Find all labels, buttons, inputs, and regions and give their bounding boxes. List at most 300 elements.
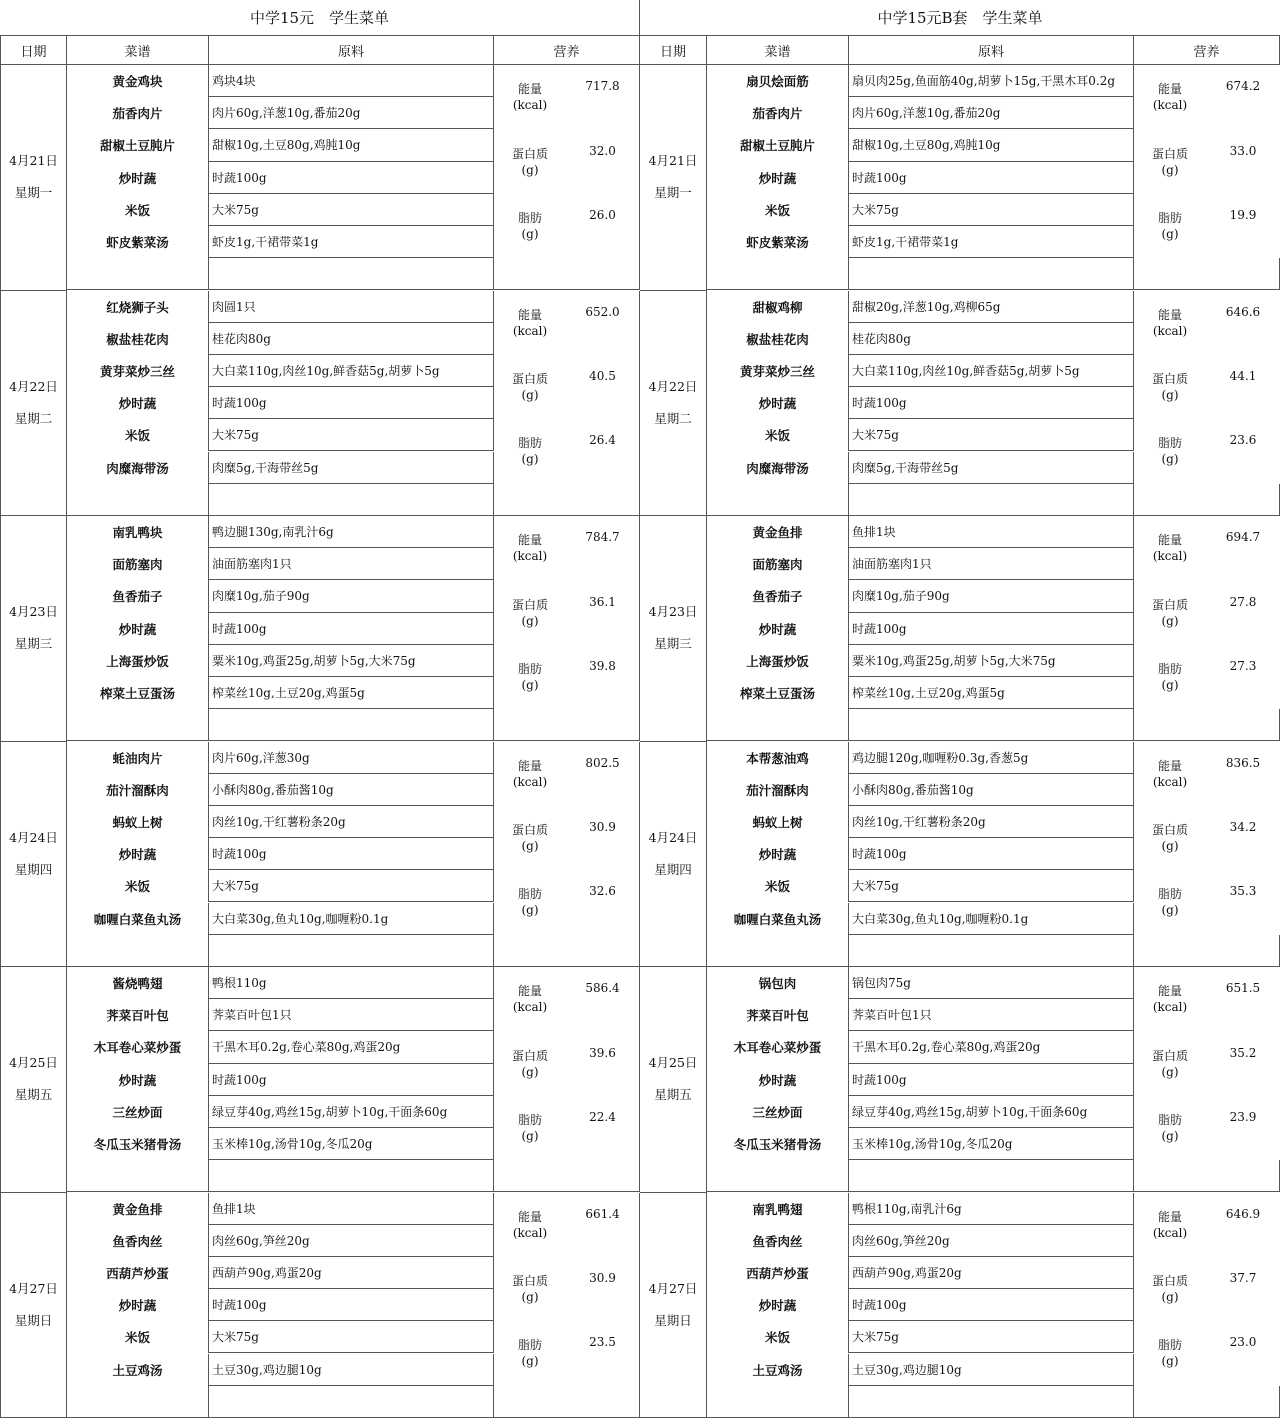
day-date-cell bbox=[640, 742, 707, 968]
dish-name: 米饭 bbox=[67, 870, 209, 902]
header-nutrition: 营养 bbox=[494, 36, 640, 65]
nutrition-unit: (g) bbox=[1161, 613, 1179, 628]
dish-name: 甜椒鸡柳 bbox=[707, 291, 849, 323]
nutrition-value-energy: 651.5 bbox=[1225, 981, 1261, 996]
day-weekday: 星期一 bbox=[14, 185, 53, 201]
dish-name: 炒时蔬 bbox=[67, 613, 209, 645]
nutrition-name: 蛋白质 bbox=[511, 372, 548, 387]
day-weekday: 星期四 bbox=[14, 861, 53, 877]
nutrition-unit: (kcal) bbox=[1152, 1000, 1188, 1015]
nutrition-block-bottom bbox=[494, 709, 640, 741]
nutrition-unit: (g) bbox=[1161, 677, 1179, 692]
dish-ingredients: 大白菜30g,鱼丸10g,咖喱粉0.1g bbox=[849, 903, 1134, 935]
dish-ingredients: 时蔬100g bbox=[849, 1289, 1134, 1321]
nutrition-unit: (g) bbox=[1161, 839, 1179, 854]
dish-ingredients: 绿豆芽40g,鸡丝15g,胡萝卜10g,干面条60g bbox=[849, 1096, 1134, 1128]
nutrition-value-protein: 27.8 bbox=[1229, 594, 1257, 609]
dish-ingredients: 肉丝60g,笋丝20g bbox=[209, 1225, 494, 1257]
nutrition-name: 能量 bbox=[517, 758, 542, 773]
dish-ingredients: 荠菜百叶包1只 bbox=[209, 999, 494, 1031]
dish-ingredients: 大米75g bbox=[209, 419, 494, 451]
nutrition-unit: (kcal) bbox=[1152, 323, 1188, 338]
nutrition-unit: (g) bbox=[1161, 1354, 1179, 1369]
dish-name: 炒时蔬 bbox=[67, 1064, 209, 1096]
day-date: 4月22日 bbox=[648, 378, 698, 394]
ingredients-empty-row bbox=[209, 484, 494, 516]
header-ingredients: 原料 bbox=[849, 36, 1134, 65]
dish-name: 鱼香茄子 bbox=[707, 580, 849, 612]
day-weekday: 星期五 bbox=[14, 1087, 53, 1103]
nutrition-label-protein bbox=[1134, 806, 1206, 870]
dish-ingredients: 肉片60g,洋葱30g bbox=[209, 742, 494, 774]
nutrition-name: 能量 bbox=[517, 82, 542, 97]
dish-ingredients: 粟米10g,鸡蛋25g,胡萝卜5g,大米75g bbox=[849, 645, 1134, 677]
dish-empty-row bbox=[67, 709, 209, 741]
dish-ingredients: 时蔬100g bbox=[849, 1064, 1134, 1096]
dish-ingredients: 干黑木耳0.2g,卷心菜80g,鸡蛋20g bbox=[209, 1031, 494, 1063]
day-weekday: 星期日 bbox=[654, 1312, 692, 1328]
dish-name: 甜椒土豆肫片 bbox=[707, 129, 849, 161]
nutrition-label-energy bbox=[494, 291, 566, 355]
dish-ingredients: 鸡块4块 bbox=[209, 65, 494, 97]
dish-name: 上海蛋炒饭 bbox=[67, 645, 209, 677]
day-weekday: 星期一 bbox=[654, 185, 692, 201]
day-date-cell bbox=[640, 65, 707, 291]
nutrition-block-bottom bbox=[1134, 258, 1280, 290]
dish-ingredients: 甜椒10g,土豆80g,鸡肫10g bbox=[209, 129, 494, 161]
nutrition-unit: (g) bbox=[521, 1128, 539, 1143]
nutrition-value-protein: 30.9 bbox=[566, 1257, 640, 1321]
nutrition-block-bottom bbox=[1134, 1386, 1280, 1418]
ingredients-empty-row bbox=[849, 258, 1134, 290]
nutrition-unit: (g) bbox=[1161, 226, 1179, 241]
dish-name: 肉糜海带汤 bbox=[707, 452, 849, 484]
nutrition-name: 蛋白质 bbox=[511, 597, 548, 612]
dish-ingredients: 虾皮1g,干裙带菜1g bbox=[849, 226, 1134, 258]
day-date: 4月25日 bbox=[648, 1055, 698, 1071]
ingredients-empty-row bbox=[209, 935, 494, 967]
nutrition-label-protein bbox=[1134, 580, 1206, 644]
nutrition-name: 蛋白质 bbox=[511, 1048, 548, 1063]
nutrition-label-energy bbox=[1134, 291, 1206, 355]
header-date: 日期 bbox=[640, 36, 707, 65]
nutrition-name: 能量 bbox=[517, 984, 542, 999]
nutrition-label-fat bbox=[494, 870, 566, 934]
header-date: 日期 bbox=[0, 36, 67, 65]
nutrition-label-protein bbox=[1134, 1031, 1206, 1095]
nutrition-value-fat: 23.9 bbox=[1229, 1109, 1257, 1124]
dish-name: 木耳卷心菜炒蛋 bbox=[67, 1031, 209, 1063]
dish-ingredients: 大米75g bbox=[849, 194, 1134, 226]
dish-ingredients: 时蔬100g bbox=[209, 387, 494, 419]
ingredients-empty-row bbox=[209, 1160, 494, 1192]
nutrition-label-energy bbox=[1134, 1193, 1206, 1257]
day-date-cell bbox=[0, 516, 67, 742]
nutrition-unit: (kcal) bbox=[1152, 98, 1188, 113]
nutrition-value-fat: 23.0 bbox=[1229, 1335, 1257, 1350]
dish-name: 南乳鸭翅 bbox=[707, 1193, 849, 1225]
nutrition-unit: (g) bbox=[521, 452, 539, 467]
dish-name: 米饭 bbox=[707, 870, 849, 902]
dish-ingredients: 甜椒10g,土豆80g,鸡肫10g bbox=[849, 129, 1134, 161]
dish-name: 黄芽菜炒三丝 bbox=[707, 355, 849, 387]
dish-ingredients: 时蔬100g bbox=[849, 613, 1134, 645]
nutrition-block-bottom bbox=[494, 1160, 640, 1192]
dish-ingredients: 大白菜110g,肉丝10g,鲜香菇5g,胡萝卜5g bbox=[209, 355, 494, 387]
dish-name: 米饭 bbox=[707, 419, 849, 451]
dish-name: 黄金鱼排 bbox=[67, 1193, 209, 1225]
day-weekday: 星期三 bbox=[14, 636, 53, 652]
nutrition-value-fat: 23.6 bbox=[1229, 433, 1257, 448]
nutrition-unit: (kcal) bbox=[512, 323, 548, 338]
nutrition-name: 蛋白质 bbox=[1151, 597, 1188, 612]
nutrition-value-fat: 22.4 bbox=[566, 1096, 640, 1160]
dish-ingredients: 绿豆芽40g,鸡丝15g,胡萝卜10g,干面条60g bbox=[209, 1096, 494, 1128]
dish-ingredients: 玉米棒10g,汤骨10g,冬瓜20g bbox=[849, 1128, 1134, 1160]
nutrition-value-energy: 661.4 bbox=[566, 1193, 640, 1257]
dish-ingredients: 肉糜10g,茄子90g bbox=[849, 580, 1134, 612]
dish-ingredients: 时蔬100g bbox=[209, 613, 494, 645]
nutrition-label-fat bbox=[1134, 419, 1206, 483]
dish-name: 米饭 bbox=[707, 194, 849, 226]
nutrition-label-fat bbox=[494, 1321, 566, 1385]
day-weekday: 星期二 bbox=[654, 410, 692, 426]
dish-empty-row bbox=[707, 1386, 849, 1418]
nutrition-label-fat bbox=[494, 419, 566, 483]
nutrition-block-bottom bbox=[494, 935, 640, 967]
ingredients-empty-row bbox=[209, 709, 494, 741]
dish-ingredients: 大米75g bbox=[849, 870, 1134, 902]
nutrition-unit: (g) bbox=[521, 162, 539, 177]
dish-name: 鱼香肉丝 bbox=[707, 1225, 849, 1257]
nutrition-name: 能量 bbox=[1157, 533, 1182, 548]
dish-name: 三丝炒面 bbox=[67, 1096, 209, 1128]
nutrition-unit: (g) bbox=[1161, 1290, 1179, 1305]
nutrition-value-protein: 44.1 bbox=[1229, 369, 1257, 384]
nutrition-value-energy: 802.5 bbox=[566, 742, 640, 806]
dish-ingredients: 荠菜百叶包1只 bbox=[849, 999, 1134, 1031]
nutrition-value-fat: 19.9 bbox=[1229, 207, 1257, 222]
nutrition-name: 脂肪 bbox=[517, 1338, 542, 1353]
nutrition-block-bottom bbox=[1134, 935, 1280, 967]
dish-empty-row bbox=[67, 484, 209, 516]
dish-ingredients: 西葫芦90g,鸡蛋20g bbox=[209, 1257, 494, 1289]
header-nutrition: 营养 bbox=[1134, 36, 1280, 65]
dish-ingredients: 时蔬100g bbox=[849, 162, 1134, 194]
nutrition-value-energy: 652.0 bbox=[566, 291, 640, 355]
dish-name: 咖喱白菜鱼丸汤 bbox=[67, 903, 209, 935]
dish-name: 榨菜土豆蛋汤 bbox=[707, 677, 849, 709]
dish-name: 米饭 bbox=[707, 1321, 849, 1353]
nutrition-label-protein bbox=[1134, 1257, 1206, 1321]
dish-ingredients: 时蔬100g bbox=[849, 387, 1134, 419]
nutrition-value-protein: 34.2 bbox=[1229, 820, 1257, 835]
nutrition-value-protein: 33.0 bbox=[1229, 143, 1257, 158]
ingredients-empty-row bbox=[849, 709, 1134, 741]
nutrition-label-energy bbox=[494, 742, 566, 806]
day-date-cell bbox=[0, 1193, 67, 1418]
dish-ingredients: 油面筋塞肉1只 bbox=[209, 548, 494, 580]
dish-ingredients: 大米75g bbox=[209, 1321, 494, 1353]
day-date: 4月23日 bbox=[9, 604, 58, 620]
dish-name: 荠菜百叶包 bbox=[67, 999, 209, 1031]
nutrition-value-protein: 36.1 bbox=[566, 580, 640, 644]
nutrition-label-energy bbox=[1134, 516, 1206, 580]
dish-name: 面筋塞肉 bbox=[67, 548, 209, 580]
dish-name: 西葫芦炒蛋 bbox=[707, 1257, 849, 1289]
nutrition-value-fat: 26.4 bbox=[566, 419, 640, 483]
nutrition-unit: (g) bbox=[521, 839, 539, 854]
nutrition-name: 脂肪 bbox=[1157, 661, 1182, 676]
dish-ingredients: 粟米10g,鸡蛋25g,胡萝卜5g,大米75g bbox=[209, 645, 494, 677]
dish-name: 蚂蚁上树 bbox=[67, 806, 209, 838]
dish-ingredients: 时蔬100g bbox=[209, 162, 494, 194]
nutrition-value-fat: 35.3 bbox=[1229, 884, 1257, 899]
ingredients-empty-row bbox=[849, 484, 1134, 516]
dish-ingredients: 肉片60g,洋葱10g,番茄20g bbox=[209, 97, 494, 129]
nutrition-value-energy: 784.7 bbox=[566, 516, 640, 580]
nutrition-name: 能量 bbox=[1157, 82, 1182, 97]
dish-name: 南乳鸭块 bbox=[67, 516, 209, 548]
nutrition-value-energy: 674.2 bbox=[1225, 79, 1261, 94]
header-menu: 菜谱 bbox=[707, 36, 849, 65]
day-date: 4月27日 bbox=[648, 1280, 698, 1296]
nutrition-value-protein: 39.6 bbox=[566, 1031, 640, 1095]
dish-ingredients: 锅包肉75g bbox=[849, 967, 1134, 999]
dish-name: 炒时蔬 bbox=[707, 838, 849, 870]
dish-name: 冬瓜玉米猪骨汤 bbox=[707, 1128, 849, 1160]
nutrition-unit: (kcal) bbox=[1152, 774, 1188, 789]
dish-name: 炒时蔬 bbox=[707, 387, 849, 419]
dish-ingredients: 甜椒20g,洋葱10g,鸡柳65g bbox=[849, 291, 1134, 323]
nutrition-unit: (kcal) bbox=[1152, 549, 1188, 564]
day-date: 4月21日 bbox=[9, 153, 58, 169]
dish-ingredients: 鸭边腿130g,南乳汁6g bbox=[209, 516, 494, 548]
nutrition-value-protein: 35.2 bbox=[1229, 1045, 1257, 1060]
dish-ingredients: 鱼排1块 bbox=[849, 516, 1134, 548]
nutrition-name: 脂肪 bbox=[517, 887, 542, 902]
dish-name: 上海蛋炒饭 bbox=[707, 645, 849, 677]
dish-name: 冬瓜玉米猪骨汤 bbox=[67, 1128, 209, 1160]
nutrition-unit: (kcal) bbox=[512, 774, 548, 789]
dish-empty-row bbox=[707, 709, 849, 741]
nutrition-label-fat bbox=[494, 1096, 566, 1160]
nutrition-name: 能量 bbox=[1157, 307, 1182, 322]
menu-title: 中学15元B套 学生菜单 bbox=[640, 0, 1280, 36]
nutrition-unit: (kcal) bbox=[512, 98, 548, 113]
dish-ingredients: 土豆30g,鸡边腿10g bbox=[849, 1354, 1134, 1386]
nutrition-unit: (g) bbox=[1161, 388, 1179, 403]
nutrition-label-protein bbox=[494, 355, 566, 419]
nutrition-label-fat bbox=[494, 645, 566, 709]
nutrition-label-fat bbox=[1134, 1321, 1206, 1385]
dish-name: 西葫芦炒蛋 bbox=[67, 1257, 209, 1289]
day-weekday: 星期日 bbox=[14, 1312, 53, 1328]
nutrition-unit: (g) bbox=[521, 1354, 539, 1369]
nutrition-label-protein bbox=[494, 580, 566, 644]
dish-ingredients: 肉丝10g,干红薯粉条20g bbox=[849, 806, 1134, 838]
dish-ingredients: 大白菜30g,鱼丸10g,咖喱粉0.1g bbox=[209, 903, 494, 935]
ingredients-empty-row bbox=[849, 935, 1134, 967]
nutrition-name: 脂肪 bbox=[1157, 210, 1182, 225]
nutrition-unit: (g) bbox=[521, 677, 539, 692]
ingredients-empty-row bbox=[849, 1160, 1134, 1192]
dish-name: 炒时蔬 bbox=[707, 1289, 849, 1321]
day-date-cell bbox=[640, 967, 707, 1193]
nutrition-label-energy bbox=[494, 516, 566, 580]
dish-ingredients: 肉糜5g,干海带丝5g bbox=[849, 452, 1134, 484]
day-weekday: 星期五 bbox=[654, 1087, 692, 1103]
dish-ingredients: 肉糜10g,茄子90g bbox=[209, 580, 494, 612]
nutrition-name: 脂肪 bbox=[1157, 436, 1182, 451]
dish-ingredients: 玉米棒10g,汤骨10g,冬瓜20g bbox=[209, 1128, 494, 1160]
nutrition-name: 蛋白质 bbox=[1151, 146, 1188, 161]
nutrition-value-protein: 40.5 bbox=[566, 355, 640, 419]
nutrition-block-bottom bbox=[1134, 709, 1280, 741]
day-weekday: 星期二 bbox=[14, 410, 53, 426]
nutrition-name: 脂肪 bbox=[517, 1112, 542, 1127]
nutrition-label-fat bbox=[494, 194, 566, 258]
dish-ingredients: 时蔬100g bbox=[209, 1289, 494, 1321]
dish-name: 炒时蔬 bbox=[67, 162, 209, 194]
nutrition-unit: (g) bbox=[521, 1064, 539, 1079]
nutrition-unit: (g) bbox=[521, 903, 539, 918]
dish-name: 蚝油肉片 bbox=[67, 742, 209, 774]
dish-empty-row bbox=[67, 1386, 209, 1418]
nutrition-name: 蛋白质 bbox=[511, 146, 548, 161]
dish-name: 椒盐桂花肉 bbox=[707, 323, 849, 355]
dish-ingredients: 鱼排1块 bbox=[209, 1193, 494, 1225]
nutrition-name: 脂肪 bbox=[517, 210, 542, 225]
nutrition-name: 能量 bbox=[517, 1209, 542, 1224]
nutrition-value-protein: 37.7 bbox=[1229, 1271, 1257, 1286]
dish-ingredients: 肉丝10g,干红薯粉条20g bbox=[209, 806, 494, 838]
nutrition-label-fat bbox=[1134, 194, 1206, 258]
nutrition-block-bottom bbox=[494, 1386, 640, 1418]
dish-ingredients: 大米75g bbox=[209, 194, 494, 226]
dish-name: 咖喱白菜鱼丸汤 bbox=[707, 903, 849, 935]
nutrition-name: 脂肪 bbox=[517, 436, 542, 451]
dish-name: 椒盐桂花肉 bbox=[67, 323, 209, 355]
day-date-cell bbox=[640, 291, 707, 517]
dish-name: 米饭 bbox=[67, 1321, 209, 1353]
ingredients-empty-row bbox=[849, 1386, 1134, 1418]
dish-name: 木耳卷心菜炒蛋 bbox=[707, 1031, 849, 1063]
nutrition-value-energy: 836.5 bbox=[1225, 755, 1261, 770]
nutrition-unit: (g) bbox=[1161, 1064, 1179, 1079]
dish-name: 茄汁溜酥肉 bbox=[67, 774, 209, 806]
dish-name: 茄香肉片 bbox=[67, 97, 209, 129]
day-weekday: 星期四 bbox=[654, 861, 692, 877]
ingredients-empty-row bbox=[209, 1386, 494, 1418]
nutrition-label-protein bbox=[494, 129, 566, 193]
day-date: 4月25日 bbox=[9, 1055, 58, 1071]
dish-ingredients: 鸡边腿120g,咖喱粉0.3g,香葱5g bbox=[849, 742, 1134, 774]
day-weekday: 星期三 bbox=[654, 636, 692, 652]
nutrition-label-protein bbox=[494, 806, 566, 870]
nutrition-label-energy bbox=[1134, 967, 1206, 1031]
dish-name: 土豆鸡汤 bbox=[707, 1354, 849, 1386]
nutrition-label-fat bbox=[1134, 870, 1206, 934]
dish-name: 鱼香茄子 bbox=[67, 580, 209, 612]
dish-ingredients: 时蔬100g bbox=[209, 838, 494, 870]
dish-empty-row bbox=[67, 935, 209, 967]
ingredients-empty-row bbox=[209, 258, 494, 290]
nutrition-block-bottom bbox=[494, 484, 640, 516]
dish-empty-row bbox=[67, 258, 209, 290]
dish-ingredients: 桂花肉80g bbox=[849, 323, 1134, 355]
header-ingredients: 原料 bbox=[209, 36, 494, 65]
dish-ingredients: 小酥肉80g,番茄酱10g bbox=[209, 774, 494, 806]
nutrition-name: 能量 bbox=[1157, 984, 1182, 999]
dish-name: 炒时蔬 bbox=[707, 162, 849, 194]
dish-name: 炒时蔬 bbox=[67, 1289, 209, 1321]
nutrition-unit: (g) bbox=[521, 226, 539, 241]
dish-ingredients: 肉糜5g,干海带丝5g bbox=[209, 452, 494, 484]
day-date: 4月22日 bbox=[9, 378, 58, 394]
nutrition-name: 脂肪 bbox=[1157, 1338, 1182, 1353]
dish-ingredients: 时蔬100g bbox=[849, 838, 1134, 870]
nutrition-block-bottom bbox=[1134, 484, 1280, 516]
dish-empty-row bbox=[707, 935, 849, 967]
nutrition-unit: (g) bbox=[1161, 1128, 1179, 1143]
nutrition-unit: (g) bbox=[1161, 162, 1179, 177]
dish-empty-row bbox=[707, 1160, 849, 1192]
nutrition-label-protein bbox=[1134, 129, 1206, 193]
day-date-cell bbox=[640, 516, 707, 742]
nutrition-label-energy bbox=[494, 1193, 566, 1257]
nutrition-value-energy: 694.7 bbox=[1225, 530, 1261, 545]
dish-ingredients: 时蔬100g bbox=[209, 1064, 494, 1096]
dish-ingredients: 油面筋塞肉1只 bbox=[849, 548, 1134, 580]
nutrition-name: 蛋白质 bbox=[511, 1274, 548, 1289]
nutrition-unit: (g) bbox=[521, 613, 539, 628]
day-date-cell bbox=[0, 65, 67, 291]
nutrition-name: 脂肪 bbox=[517, 661, 542, 676]
day-date: 4月27日 bbox=[9, 1280, 58, 1296]
day-date-cell bbox=[640, 1193, 707, 1418]
day-date-cell bbox=[0, 291, 67, 517]
dish-name: 茄汁溜酥肉 bbox=[707, 774, 849, 806]
nutrition-unit: (g) bbox=[521, 1290, 539, 1305]
day-date-cell bbox=[0, 967, 67, 1193]
nutrition-unit: (g) bbox=[521, 388, 539, 403]
nutrition-label-energy bbox=[1134, 65, 1206, 129]
dish-name: 炒时蔬 bbox=[67, 838, 209, 870]
dish-ingredients: 肉片60g,洋葱10g,番茄20g bbox=[849, 97, 1134, 129]
dish-name: 本帮葱油鸡 bbox=[707, 742, 849, 774]
dish-name: 肉糜海带汤 bbox=[67, 452, 209, 484]
dish-name: 黄芽菜炒三丝 bbox=[67, 355, 209, 387]
dish-ingredients: 肉丝60g,笋丝20g bbox=[849, 1225, 1134, 1257]
dish-name: 锅包肉 bbox=[707, 967, 849, 999]
dish-ingredients: 榨菜丝10g,土豆20g,鸡蛋5g bbox=[209, 677, 494, 709]
nutrition-label-protein bbox=[494, 1031, 566, 1095]
dish-ingredients: 干黑木耳0.2g,卷心菜80g,鸡蛋20g bbox=[849, 1031, 1134, 1063]
dish-ingredients: 大米75g bbox=[849, 1321, 1134, 1353]
dish-name: 黄金鸡块 bbox=[67, 65, 209, 97]
header-menu: 菜谱 bbox=[67, 36, 209, 65]
nutrition-value-protein: 32.0 bbox=[566, 129, 640, 193]
nutrition-label-energy bbox=[494, 65, 566, 129]
nutrition-name: 能量 bbox=[1157, 758, 1182, 773]
dish-ingredients: 土豆30g,鸡边腿10g bbox=[209, 1354, 494, 1386]
dish-name: 榨菜土豆蛋汤 bbox=[67, 677, 209, 709]
nutrition-value-energy: 717.8 bbox=[566, 65, 640, 129]
menu-title: 中学15元 学生菜单 bbox=[0, 0, 640, 36]
dish-ingredients: 虾皮1g,干裙带菜1g bbox=[209, 226, 494, 258]
dish-ingredients: 大米75g bbox=[209, 870, 494, 902]
